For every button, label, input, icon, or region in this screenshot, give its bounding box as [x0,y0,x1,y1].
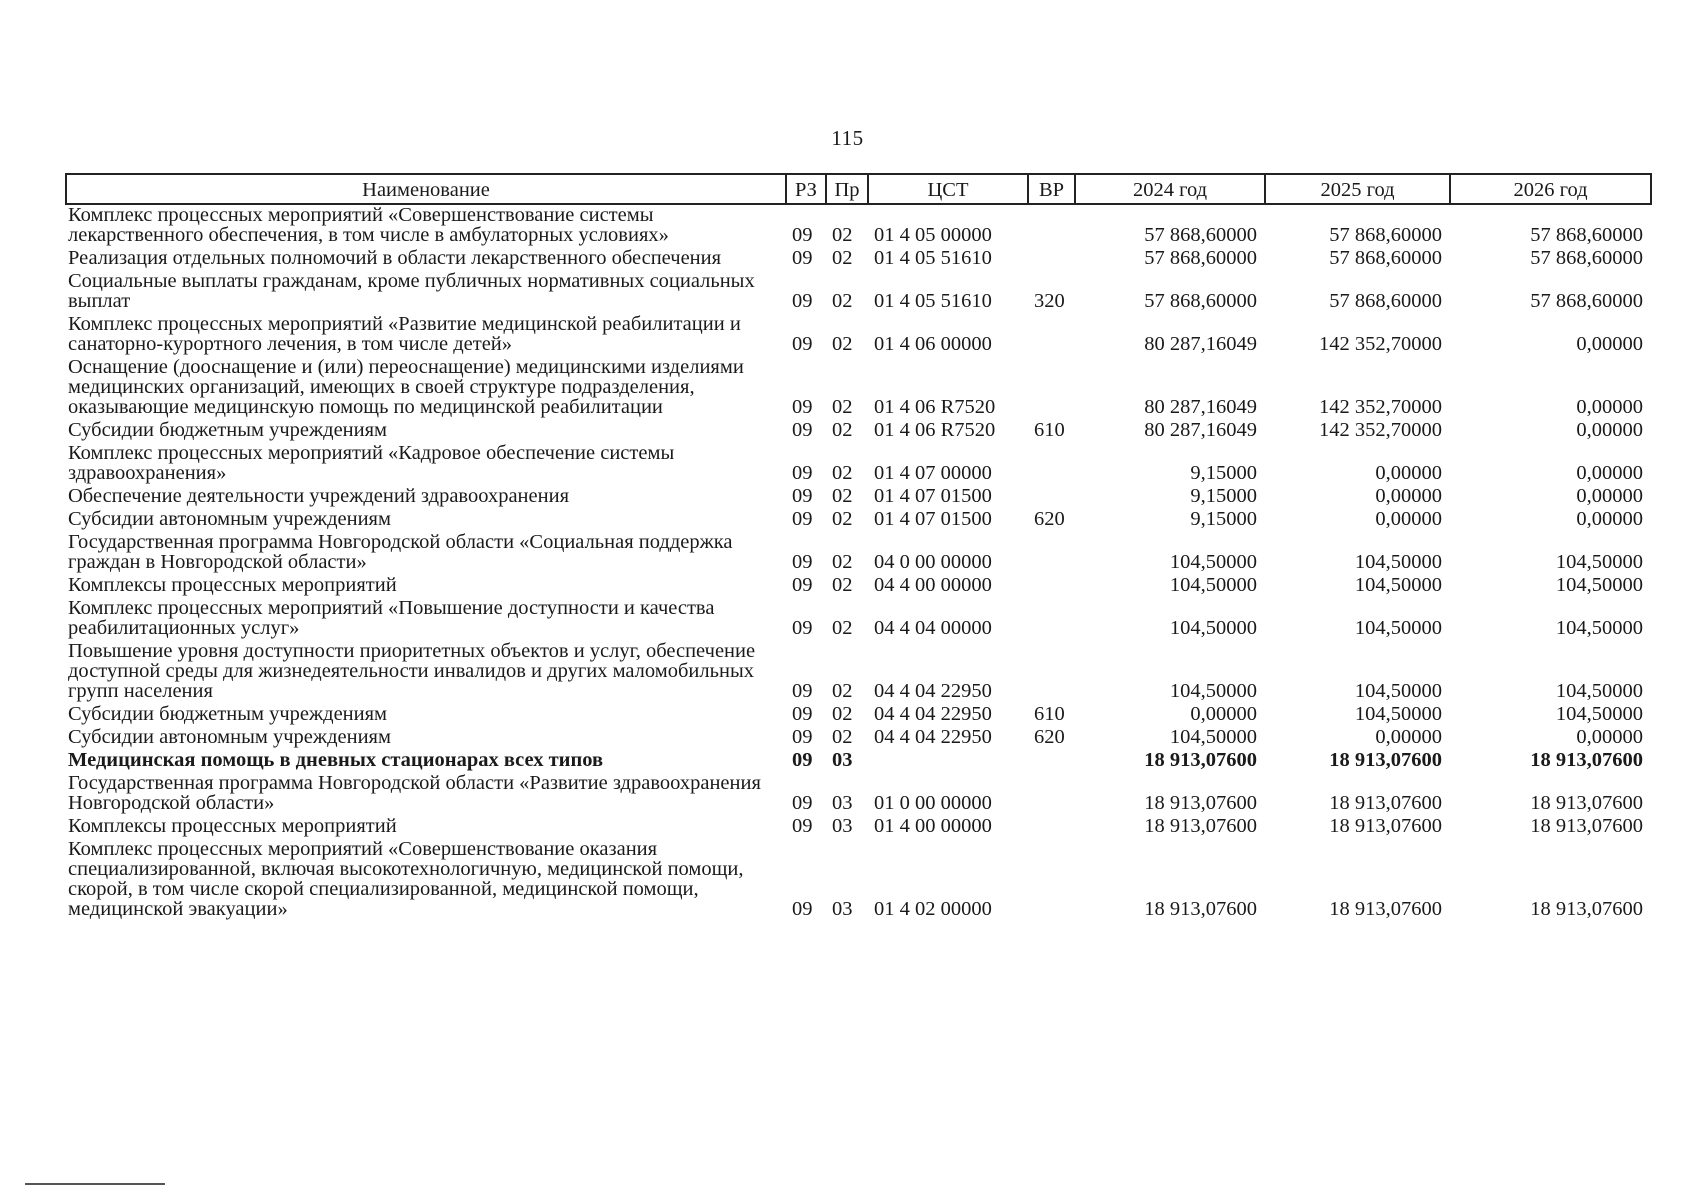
cell-pr: 02 [832,485,853,507]
cell-rz: 09 [792,703,813,725]
cell-rz: 09 [792,224,813,246]
cell-2024: 104,50000 [1169,680,1257,702]
header-name: Наименование [66,174,786,204]
cell-vr [1028,598,1075,641]
table-row [66,598,1651,641]
cell-2025: 0,00000 [1375,726,1442,748]
cell-2026: 0,00000 [1576,485,1643,507]
cell-pr: 03 [832,898,853,920]
cell-rz: 09 [792,898,813,920]
table-row [66,839,1651,922]
cell-2026: 104,50000 [1555,617,1643,639]
table-row [66,727,1651,750]
cell-2026: 18 913,07600 [1530,792,1643,814]
cell-2025: 57 868,60000 [1329,290,1442,312]
cell-2024: 18 913,07600 [1144,749,1257,771]
cell-cst: 01 4 05 51610 [874,247,992,269]
header-2026: 2026 год [1450,174,1651,204]
cell-2025: 104,50000 [1354,617,1442,639]
cell-cst [868,750,1028,773]
cell-rz: 09 [792,290,813,312]
cell-2026: 18 913,07600 [1530,749,1643,771]
cell-name: Субсидии бюджетным учреждениям [68,419,388,441]
cell-name: Комплексы процессных мероприятий [68,815,397,837]
cell-name: Субсидии бюджетным учреждениям [68,703,388,725]
cell-2024: 57 868,60000 [1144,247,1257,269]
cell-cst: 01 4 07 00000 [874,462,992,484]
table-row [66,248,1651,271]
cell-2024: 80 287,16049 [1144,396,1257,418]
cell-vr [1028,773,1075,816]
cell-2026: 57 868,60000 [1530,224,1643,246]
cell-name: Комплекс процессных мероприятий «Кадровое обеспечение системы здравоохранения» [68,442,675,484]
cell-2024: 9,15000 [1190,485,1257,507]
cell-rz: 09 [792,508,813,530]
cell-cst: 01 4 05 00000 [874,224,992,246]
cell-vr [1028,839,1075,922]
table-row [66,641,1651,704]
cell-2025: 142 352,70000 [1319,396,1442,418]
cell-pr: 02 [832,574,853,596]
cell-cst: 01 4 07 01500 [874,485,992,507]
cell-cst: 04 4 04 22950 [874,726,992,748]
cell-2026: 104,50000 [1555,551,1643,573]
cell-2026: 0,00000 [1576,333,1643,355]
cell-pr: 02 [832,419,853,441]
cell-pr: 02 [832,290,853,312]
cell-2026: 104,50000 [1555,680,1643,702]
cell-vr [1028,532,1075,575]
table-row [66,773,1651,816]
cell-pr: 02 [832,508,853,530]
cell-cst: 01 4 05 51610 [874,290,992,312]
cell-vr [1028,816,1075,839]
cell-pr: 02 [832,551,853,573]
cell-2025: 104,50000 [1354,680,1442,702]
cell-2025: 18 913,07600 [1329,815,1442,837]
cell-name: Государственная программа Новгородской области «Развитие здравоохранения Новгородской области» [68,772,761,814]
cell-vr [1028,750,1075,773]
cell-2025: 57 868,60000 [1329,247,1442,269]
cell-cst: 04 4 04 22950 [874,680,992,702]
cell-2026: 0,00000 [1576,396,1643,418]
cell-2026: 0,00000 [1576,419,1643,441]
cell-name: Комплекс процессных мероприятий «Повышение доступности и качества реабилитационных услуг» [68,597,715,639]
table-row [66,532,1651,575]
cell-2025: 18 913,07600 [1329,898,1442,920]
cell-rz: 09 [792,749,813,771]
cell-rz: 09 [792,333,813,355]
cell-cst: 04 4 04 00000 [874,617,992,639]
cell-pr: 03 [832,792,853,814]
header-2025: 2025 год [1265,174,1450,204]
cell-2026: 57 868,60000 [1530,247,1643,269]
cell-2024: 104,50000 [1169,726,1257,748]
cell-pr: 02 [832,396,853,418]
cell-pr: 02 [832,247,853,269]
cell-name: Обеспечение деятельности учреждений здравоохранения [68,485,569,507]
table-row [66,357,1651,420]
cell-name: Реализация отдельных полномочий в области лекарственного обеспечения [68,247,722,269]
cell-pr: 03 [832,749,853,771]
cell-vr: 320 [1034,290,1065,312]
cell-2026: 0,00000 [1576,726,1643,748]
cell-pr: 03 [832,815,853,837]
cell-vr: 620 [1034,508,1065,530]
table-row [66,204,1651,248]
cell-rz: 09 [792,815,813,837]
cell-cst: 01 4 06 R7520 [874,419,996,441]
table-row [66,575,1651,598]
table-body [66,204,1651,922]
cell-2024: 104,50000 [1169,574,1257,596]
cell-vr [1028,314,1075,357]
cell-pr: 02 [832,703,853,725]
cell-2026: 0,00000 [1576,508,1643,530]
cell-vr [1028,641,1075,704]
cell-2024: 80 287,16049 [1144,333,1257,355]
cell-2024: 0,00000 [1190,703,1257,725]
header-rz: РЗ [786,174,826,204]
cell-name: Субсидии автономным учреждениям [68,726,391,748]
header-cst: ЦСТ [868,174,1028,204]
cell-2026: 18 913,07600 [1530,815,1643,837]
cell-2026: 104,50000 [1555,574,1643,596]
cell-vr: 610 [1034,419,1065,441]
table-row [66,271,1651,314]
cell-rz: 09 [792,574,813,596]
cell-vr: 610 [1034,703,1065,725]
cell-rz: 09 [792,462,813,484]
page-number: 115 [831,126,864,150]
cell-cst: 01 4 06 00000 [874,333,992,355]
cell-2025: 104,50000 [1354,551,1442,573]
cell-rz: 09 [792,485,813,507]
cell-rz: 09 [792,726,813,748]
cell-cst: 01 4 02 00000 [874,898,992,920]
header-2024: 2024 год [1075,174,1265,204]
cell-2025: 0,00000 [1375,485,1442,507]
cell-2025: 0,00000 [1375,462,1442,484]
cell-vr [1028,575,1075,598]
table-row [66,420,1651,443]
cell-name: Комплекс процессных мероприятий «Совершенствование системы лекарственного обеспечения, в том числе в амбулаторных условиях» [68,204,669,246]
cell-name: Медицинская помощь в дневных стационарах всех типов [68,749,604,771]
cell-name: Комплекс процессных мероприятий «Совершенствование оказания специализированной, включая высокотехнологичную, медицинской помощи, скорой, в том числе скорой специализированной, медицинской помощи, медицинской эвакуации» [68,838,744,920]
table-row [66,704,1651,727]
cell-2025: 0,00000 [1375,508,1442,530]
cell-2025: 18 913,07600 [1329,792,1442,814]
cell-2024: 57 868,60000 [1144,224,1257,246]
cell-cst: 04 4 04 22950 [874,703,992,725]
cell-2025: 104,50000 [1354,703,1442,725]
cell-2026: 0,00000 [1576,462,1643,484]
cell-name: Субсидии автономным учреждениям [68,508,391,530]
budget-table [65,173,1652,922]
cell-pr: 02 [832,726,853,748]
cell-pr: 02 [832,462,853,484]
cell-2025: 142 352,70000 [1319,333,1442,355]
table-row [66,486,1651,509]
cell-2025: 18 913,07600 [1329,749,1442,771]
cell-vr: 620 [1034,726,1065,748]
cell-vr [1028,443,1075,486]
cell-2025: 142 352,70000 [1319,419,1442,441]
cell-name: Социальные выплаты гражданам, кроме публичных нормативных социальных выплат [68,270,755,312]
cell-2024: 57 868,60000 [1144,290,1257,312]
cell-cst: 01 4 07 01500 [874,508,992,530]
cell-pr: 02 [832,680,853,702]
cell-2026: 57 868,60000 [1530,290,1643,312]
cell-name: Оснащение (дооснащение и (или) переоснащение) медицинскими изделиями медицинских организаций, имеющих в своей структуре подразделения, оказывающие медицинскую помощь по медицинской реабилитации [68,356,744,418]
cell-rz: 09 [792,419,813,441]
footer-divider [25,1183,165,1185]
cell-pr: 02 [832,333,853,355]
cell-2025: 104,50000 [1354,574,1442,596]
cell-cst: 04 0 00 00000 [874,551,992,573]
cell-rz: 09 [792,617,813,639]
table-row [66,509,1651,532]
table-row [66,314,1651,357]
cell-rz: 09 [792,792,813,814]
cell-vr [1028,248,1075,271]
cell-2025: 57 868,60000 [1329,224,1442,246]
cell-vr [1028,486,1075,509]
cell-2024: 18 913,07600 [1144,792,1257,814]
cell-rz: 09 [792,680,813,702]
cell-cst: 01 4 06 R7520 [874,396,996,418]
header-pr: Пр [826,174,868,204]
table-row [66,816,1651,839]
cell-cst: 01 4 00 00000 [874,815,992,837]
cell-2024: 80 287,16049 [1144,419,1257,441]
cell-2024: 9,15000 [1190,508,1257,530]
cell-2024: 104,50000 [1169,551,1257,573]
cell-2024: 18 913,07600 [1144,898,1257,920]
cell-2024: 18 913,07600 [1144,815,1257,837]
cell-2026: 104,50000 [1555,703,1643,725]
cell-cst: 01 0 00 00000 [874,792,992,814]
cell-rz: 09 [792,396,813,418]
cell-2026: 18 913,07600 [1530,898,1643,920]
cell-name: Повышение уровня доступности приоритетных объектов и услуг, обеспечение доступной среды для жизнедеятельности инвалидов и других маломобильных групп населения [68,640,756,702]
cell-name: Государственная программа Новгородской области «Социальная поддержка граждан в Новгородской области» [68,531,733,573]
header-vr: ВР [1028,174,1075,204]
cell-vr [1028,204,1075,248]
table-header [66,174,1651,204]
cell-2024: 9,15000 [1190,462,1257,484]
cell-vr [1028,357,1075,420]
table-row [66,750,1651,773]
cell-rz: 09 [792,247,813,269]
table-row [66,443,1651,486]
cell-cst: 04 4 00 00000 [874,574,992,596]
cell-rz: 09 [792,551,813,573]
cell-pr: 02 [832,617,853,639]
cell-name: Комплексы процессных мероприятий [68,574,397,596]
cell-pr: 02 [832,224,853,246]
cell-name: Комплекс процессных мероприятий «Развитие медицинской реабилитации и санаторно-курортного лечения, в том числе детей» [68,313,741,355]
cell-2024: 104,50000 [1169,617,1257,639]
